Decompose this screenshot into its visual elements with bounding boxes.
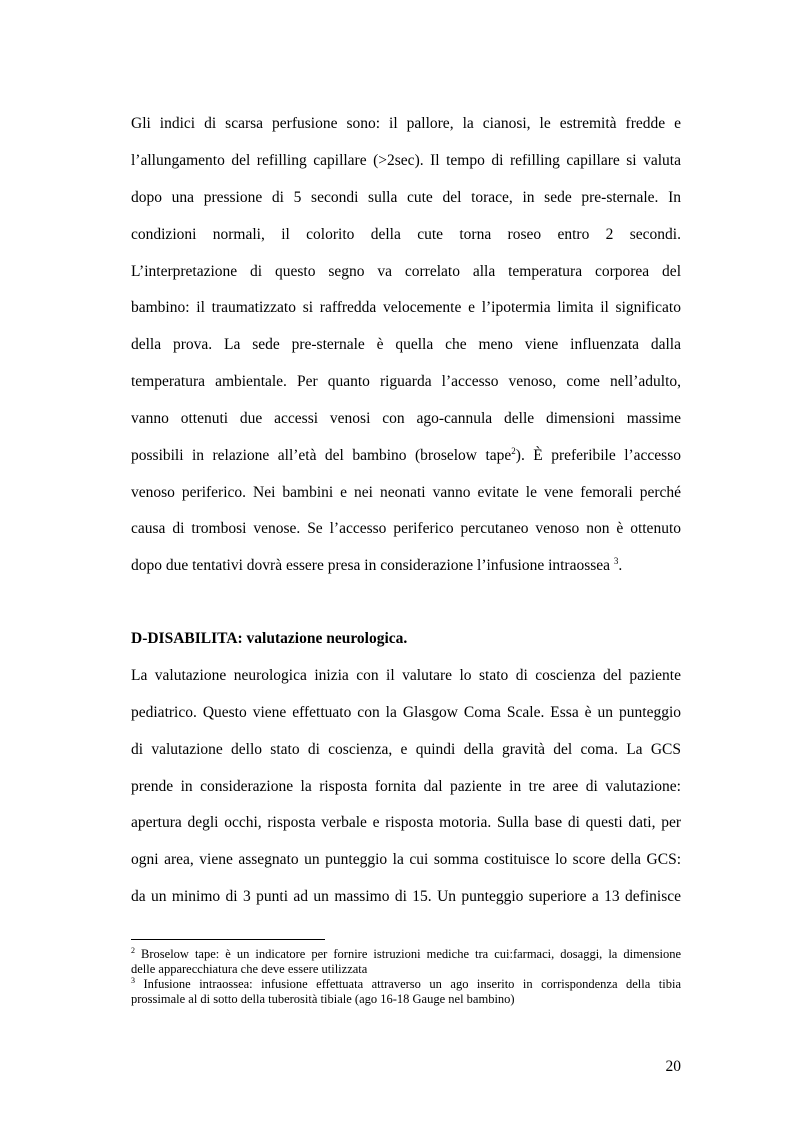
- body-text-segment: possibili in relazione all’età del bambino (broselow tape: [131, 447, 512, 464]
- footnote-text: Infusione intraossea: infusione effettuata attraverso un ago inserito in corrispondenza della tibia: [135, 977, 681, 991]
- footnote-2: [131, 945, 681, 962]
- body-text-line: temperatura ambientale. Per quanto riguarda l’accesso venoso, come nell’adulto,: [131, 373, 681, 390]
- body-text-line: vanno ottenuti due accessi venosi con ago-cannula delle dimensioni massime: [131, 410, 681, 427]
- body-text-line: bambino: il traumatizzato si raffredda velocemente e l’ipotermia limita il significato: [131, 299, 681, 316]
- body-text-line: venoso periferico. Nei bambini e nei neonati vanno evitate le vene femorali perché: [131, 484, 681, 501]
- footnote-3: [131, 975, 681, 992]
- body-text-line: dopo una pressione di 5 secondi sulla cute del torace, in sede pre-sternale. In: [131, 189, 681, 206]
- page-number: 20: [665, 1058, 681, 1075]
- body-text-segment: .: [618, 557, 623, 574]
- body-text-line: di valutazione dello stato di coscienza, e quindi della gravità del coma. La GCS: [131, 741, 681, 758]
- footnote-2-cont: delle apparecchiatura che deve essere utilizzata: [131, 962, 368, 976]
- body-text-line: causa di trombosi venose. Se l’accesso periferico percutaneo venoso non è ottenuto: [131, 520, 681, 537]
- body-text-line-footnote-ref: [131, 556, 681, 576]
- body-text-line: l’allungamento del refilling capillare (>2sec). Il tempo di refilling capillare si valuta: [131, 152, 681, 169]
- footnote-ref-2: 2: [511, 445, 516, 456]
- body-text-line: prende in considerazione la risposta fornita dal paziente in tre aree di valutazione:: [131, 778, 681, 795]
- footnote-ref-3: 3: [613, 555, 619, 566]
- footnote-3-cont: prossimale al di sotto della tuberosità tibiale (ago 16-18 Gauge nel bambino): [131, 992, 515, 1006]
- footnote-text: Broselow tape: è un indicatore per fornire istruzioni mediche tra cui:farmaci, dosaggi, la dimensione: [135, 947, 681, 961]
- body-text-line: della prova. La sede pre-sternale è quella che meno viene influenzata dalla: [131, 336, 681, 353]
- body-text-segment: dopo due tentativi dovrà essere presa in considerazione l’infusione intraossea: [131, 557, 614, 574]
- section-heading: D-DISABILITA: valutazione neurologica.: [131, 630, 408, 647]
- footnote-mark: 2: [131, 945, 135, 955]
- body-text-line: Gli indici di scarsa perfusione sono: il pallore, la cianosi, le estremità fredde e: [131, 115, 681, 132]
- body-text-line-footnote-ref: [131, 446, 681, 466]
- body-text-segment: ). È preferibile l’accesso: [515, 447, 681, 464]
- footnote-mark: 3: [131, 975, 135, 985]
- body-text-line: apertura degli occhi, risposta verbale e risposta motoria. Sulla base di questi dati, per: [131, 814, 681, 831]
- footnote-separator: [131, 939, 325, 940]
- body-text-line: L’interpretazione di questo segno va correlato alla temperatura corporea del: [131, 263, 681, 280]
- body-text-line: ogni area, viene assegnato un punteggio la cui somma costituisce lo score della GCS:: [131, 851, 681, 868]
- body-text-line: condizioni normali, il colorito della cute torna roseo entro 2 secondi.: [131, 226, 681, 243]
- body-text-line: La valutazione neurologica inizia con il valutare lo stato di coscienza del paziente: [131, 667, 681, 684]
- body-text-line: pediatrico. Questo viene effettuato con la Glasgow Coma Scale. Essa è un punteggio: [131, 704, 681, 721]
- body-text-line: da un minimo di 3 punti ad un massimo di 15. Un punteggio superiore a 13 definisce: [131, 888, 681, 905]
